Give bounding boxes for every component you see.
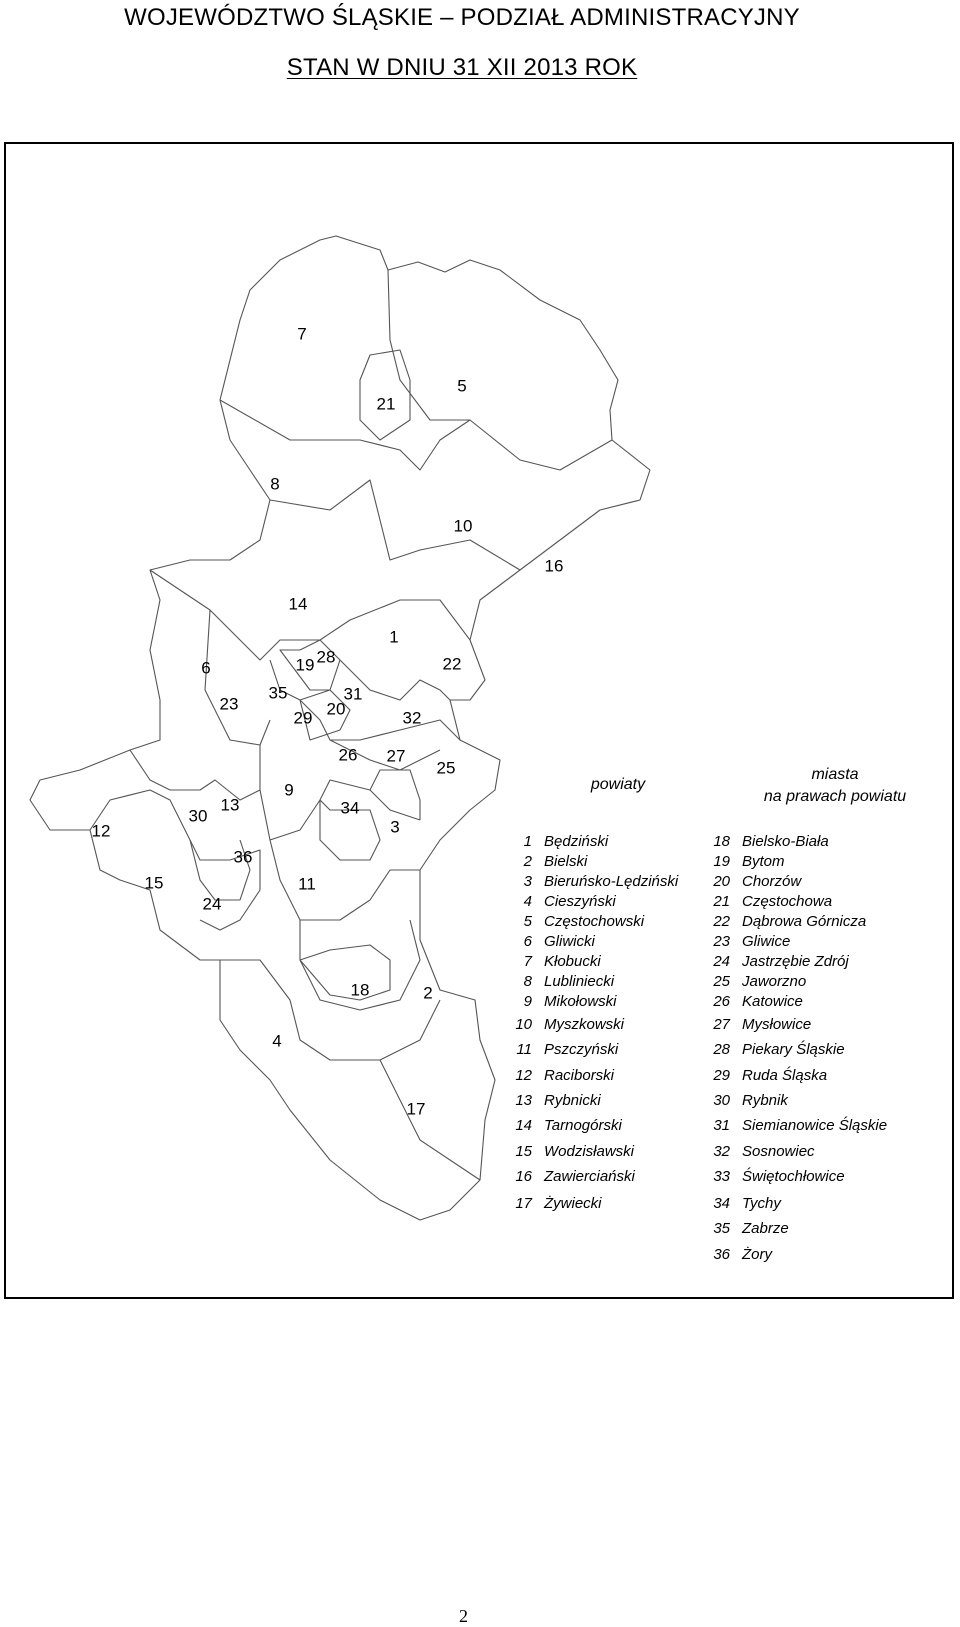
legend-item-number: 29 xyxy=(713,1067,730,1084)
legend-item-number: 10 xyxy=(515,1016,532,1033)
legend-item-number: 7 xyxy=(523,953,532,970)
page-number: 2 xyxy=(459,1606,468,1626)
legend-item-number: 35 xyxy=(713,1220,730,1237)
legend-item-name: Kłobucki xyxy=(544,953,601,970)
legend-item-number: 19 xyxy=(713,853,730,870)
legend-item-name: Tychy xyxy=(742,1195,781,1212)
legend-item-name: Cieszyński xyxy=(544,893,616,910)
legend-item-name: Świętochłowice xyxy=(742,1168,845,1185)
legend-item-name: Siemianowice Śląskie xyxy=(742,1117,888,1134)
map-region-number: 18 xyxy=(350,980,370,1000)
map-region-number: 19 xyxy=(295,655,315,675)
legend-item-number: 27 xyxy=(713,1016,730,1033)
map-region-number: 31 xyxy=(343,684,363,704)
legend-item-number: 21 xyxy=(713,893,730,910)
map-region-number: 1 xyxy=(389,627,399,647)
legend-item-number: 16 xyxy=(515,1168,532,1185)
map-region-number: 32 xyxy=(402,708,422,728)
legend-item-number: 1 xyxy=(523,833,532,850)
page-title: WOJEWÓDZTWO ŚLĄSKIE – PODZIAŁ ADMINISTRACYJNY xyxy=(124,4,800,31)
map-region-number: 17 xyxy=(406,1099,426,1119)
legend-item-number: 8 xyxy=(523,973,532,990)
map-region-number: 26 xyxy=(338,745,358,765)
legend-item-number: 6 xyxy=(523,933,532,950)
legend-item-number: 5 xyxy=(523,913,532,930)
legend-item-name: Rybnicki xyxy=(544,1092,601,1109)
legend-item-name: Dąbrowa Górnicza xyxy=(742,913,867,930)
legend-item-number: 11 xyxy=(516,1041,532,1058)
legend-item-number: 12 xyxy=(515,1067,532,1084)
legend-item-name: Rybnik xyxy=(742,1092,788,1109)
legend-item-number: 26 xyxy=(713,993,730,1010)
map-region-number: 20 xyxy=(326,699,346,719)
legend-item-name: Lubliniecki xyxy=(544,973,615,990)
legend-item-name: Jastrzębie Zdrój xyxy=(742,953,849,970)
legend-miasta-title: miasta na prawach powiatu xyxy=(763,766,907,805)
legend-item-name: Bytom xyxy=(742,853,785,870)
legend-item-number: 14 xyxy=(515,1117,532,1134)
map-region-number: 16 xyxy=(544,556,564,576)
map-region-number: 36 xyxy=(233,847,253,867)
map-region-number: 21 xyxy=(376,394,396,414)
legend-item-number: 2 xyxy=(523,853,532,870)
map-region-number: 34 xyxy=(340,798,360,818)
legend-item-number: 23 xyxy=(713,933,730,950)
legend-item-number: 4 xyxy=(523,893,532,910)
map-region-number: 27 xyxy=(386,746,406,766)
legend-item-number: 28 xyxy=(713,1041,730,1058)
map-region-number: 9 xyxy=(284,780,294,800)
legend-item-number: 36 xyxy=(713,1246,730,1263)
map-region-number: 14 xyxy=(288,594,308,614)
legend-item-name: Jaworzno xyxy=(742,973,807,990)
legend-item-name: Raciborski xyxy=(544,1067,615,1084)
legend-item-number: 34 xyxy=(713,1195,730,1212)
legend-item-number: 33 xyxy=(713,1168,730,1185)
legend-item-number: 32 xyxy=(713,1143,730,1160)
legend-item-name: Pszczyński xyxy=(544,1041,619,1058)
legend-item-number: 22 xyxy=(713,913,730,930)
legend-item-number: 20 xyxy=(713,873,730,890)
legend-item-number: 25 xyxy=(713,973,730,990)
legend-item-name: Wodzisławski xyxy=(544,1143,635,1160)
legend-item-name: Żory xyxy=(742,1246,772,1263)
legend-item-number: 13 xyxy=(515,1092,532,1109)
map-region-number: 6 xyxy=(201,658,211,678)
map-region-number: 24 xyxy=(202,894,222,914)
legend-powiaty-title: powiaty xyxy=(590,776,646,793)
legend-item-name: Bielski xyxy=(544,853,588,870)
legend-item-name: Gliwicki xyxy=(544,933,595,950)
legend-item-number: 24 xyxy=(713,953,730,970)
legend-item-name: Bielsko-Biała xyxy=(742,833,829,850)
map-region-number: 4 xyxy=(272,1031,282,1051)
legend-item-name: Zabrze xyxy=(742,1220,789,1237)
legend-item-name: Sosnowiec xyxy=(742,1143,815,1160)
map-region-number: 8 xyxy=(270,474,280,494)
legend-item-name: Żywiecki xyxy=(544,1195,602,1212)
legend-item-name: Myszkowski xyxy=(544,1016,625,1033)
legend-item-number: 9 xyxy=(523,993,532,1010)
legend-item-name: Ruda Śląska xyxy=(742,1067,828,1084)
legend-item-name: Mysłowice xyxy=(742,1016,812,1033)
legend-item-name: Gliwice xyxy=(742,933,791,950)
map-region-number: 7 xyxy=(297,324,307,344)
legend-item-name: Zawierciański xyxy=(544,1168,635,1185)
map-region-number: 11 xyxy=(298,874,316,894)
map-region-number: 35 xyxy=(268,683,288,703)
map-region-number: 12 xyxy=(91,821,111,841)
map-region-number: 13 xyxy=(220,795,240,815)
map-region-number: 22 xyxy=(442,654,462,674)
map-region-number: 28 xyxy=(316,647,336,667)
map-region-number: 3 xyxy=(390,817,400,837)
legend-item-number: 17 xyxy=(515,1195,532,1212)
legend-item-name: Chorzów xyxy=(742,873,802,890)
legend-item-name: Częstochowa xyxy=(742,893,833,910)
legend-item-name: Mikołowski xyxy=(544,993,617,1010)
map-region-number: 29 xyxy=(293,708,313,728)
legend-item-name: Bieruńsko-Lędziński xyxy=(544,873,679,890)
legend-item-name: Katowice xyxy=(742,993,803,1010)
legend-item-name: Częstochowski xyxy=(544,913,645,930)
legend-item-number: 3 xyxy=(523,873,532,890)
legend-item-number: 15 xyxy=(515,1143,532,1160)
map-region-number: 30 xyxy=(188,806,208,826)
legend-item-name: Będziński xyxy=(544,833,609,850)
map-region-number: 2 xyxy=(423,983,433,1003)
map-region-number: 5 xyxy=(457,376,467,396)
page-subtitle: STAN W DNIU 31 XII 2013 ROK xyxy=(286,54,638,81)
legend-item-number: 30 xyxy=(713,1092,730,1109)
map-region-number: 25 xyxy=(436,758,456,778)
map-region-number: 15 xyxy=(144,873,164,893)
legend-item-number: 31 xyxy=(713,1117,730,1134)
legend-item-name: Tarnogórski xyxy=(544,1117,622,1134)
map-region-number: 23 xyxy=(219,694,239,714)
legend-item-name: Piekary Śląskie xyxy=(742,1041,845,1058)
map-region-number: 10 xyxy=(453,516,473,536)
legend-item-number: 18 xyxy=(713,833,730,850)
